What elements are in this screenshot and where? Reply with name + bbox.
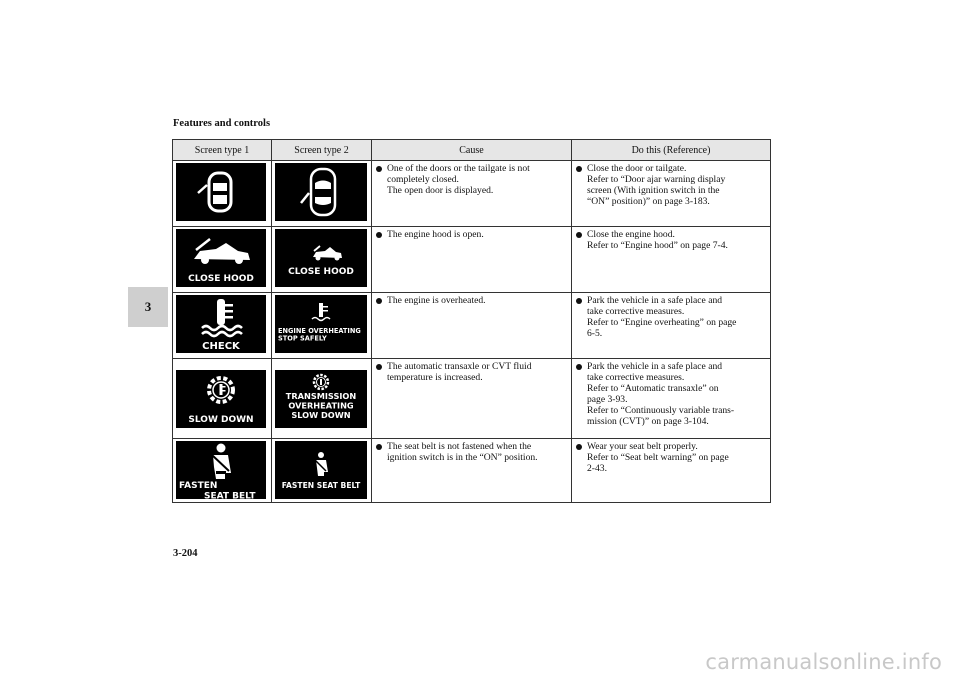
screen-type-2-cell: [272, 293, 372, 359]
bullet-icon: [576, 298, 582, 304]
table-row: [173, 227, 771, 293]
bullet-icon: [376, 232, 382, 238]
screen-label: [288, 267, 354, 277]
screen-type-2-cell: [272, 439, 372, 503]
transmission-temperature-icon: [275, 370, 367, 428]
action-cell: [572, 439, 771, 503]
seat-belt-icon: [275, 441, 367, 499]
bullet-icon: [376, 298, 382, 304]
action-text: Close the engine hood. Refer to “Engine hood” on page 7-4.: [587, 229, 728, 251]
column-header-screen-type-1: Screen type 1: [173, 140, 272, 161]
screen-label: [188, 274, 254, 284]
action-cell: [572, 359, 771, 439]
bullet-icon: [376, 166, 382, 172]
engine-temperature-icon: [275, 295, 367, 353]
chapter-tab: [128, 287, 168, 327]
action-text: Park the vehicle in a safe place and take corrective measures. Refer to “Engine overheating” on page 6-5.: [587, 295, 737, 339]
screen-label: [179, 481, 256, 499]
screen-label-line: FASTEN: [179, 481, 218, 491]
screen-label: [202, 341, 241, 352]
watermark: carmanualsonline.info: [705, 650, 942, 674]
hood-open-icon: [176, 229, 266, 287]
screen-label-line: SLOW DOWN: [291, 409, 351, 420]
screen-type-1-cell: [173, 227, 272, 293]
screen-type-1-cell: [173, 293, 272, 359]
door-ajar-icon: [176, 163, 266, 221]
table-row: [173, 439, 771, 503]
screen-type-2-cell: [272, 227, 372, 293]
screen-type-1-cell: [173, 359, 272, 439]
screen-type-2-cell: [272, 161, 372, 227]
screen-type-2-cell: [272, 359, 372, 439]
cause-cell: [372, 227, 572, 293]
page-number: 3-204: [173, 548, 198, 559]
seat-belt-icon: [176, 441, 266, 499]
screen-label-line: TRANSMISSION: [285, 390, 357, 401]
cause-cell: [372, 161, 572, 227]
screen-label: [282, 481, 361, 490]
transmission-temperature-icon: [176, 370, 266, 428]
bullet-icon: [376, 364, 382, 370]
column-header-screen-type-2: Screen type 2: [272, 140, 372, 161]
chapter-number: 3: [144, 299, 152, 314]
cause-text: The engine hood is open.: [387, 229, 484, 240]
bullet-icon: [576, 364, 582, 370]
action-text: Close the door or tailgate. Refer to “Door ajar warning display screen (With ignition switch in the “ON” position)” on page 3-183.: [587, 163, 726, 207]
screen-type-1-cell: [173, 161, 272, 227]
column-header-action: Do this (Reference): [572, 140, 771, 161]
screen-label-line: OVERHEATING: [288, 399, 354, 410]
screen-label-line: STOP SAFELY: [278, 334, 327, 343]
cause-cell: [372, 439, 572, 503]
cause-cell: [372, 359, 572, 439]
cause-text: The engine is overheated.: [387, 295, 486, 306]
hood-open-icon: [275, 229, 367, 287]
table-header-row: [173, 140, 771, 161]
screen-label: [278, 327, 361, 343]
section-title: Features and controls: [173, 118, 271, 129]
bullet-icon: [576, 444, 582, 450]
warning-display-table: [172, 139, 771, 503]
cause-text: The automatic transaxle or CVT fluid temperature is increased.: [387, 361, 532, 383]
screen-label-line: SLOW DOWN: [188, 414, 254, 425]
cause-text: One of the doors or the tailgate is not completely closed. The open door is displayed.: [387, 163, 530, 196]
screen-label-line: CLOSE HOOD: [288, 267, 354, 277]
screen-label: [286, 391, 357, 420]
action-text: Wear your seat belt properly. Refer to “Seat belt warning” on page 2-43.: [587, 441, 729, 474]
column-header-cause: Cause: [372, 140, 572, 161]
screen-label: [188, 415, 253, 425]
screen-label-line: SEAT BELT: [204, 491, 256, 499]
table-row: [173, 359, 771, 439]
screen-label-line: FASTEN SEAT BELT: [281, 481, 361, 490]
action-text: Park the vehicle in a safe place and take corrective measures. Refer to “Automatic transaxle” on page 3-93. Refer to “Continuously variable trans- mission (CVT)” on page 3-104.: [587, 361, 735, 427]
screen-label-line: ENGINE OVERHEATING: [278, 327, 361, 335]
bullet-icon: [576, 166, 582, 172]
table-row: [173, 293, 771, 359]
door-ajar-icon: [275, 163, 367, 221]
bullet-icon: [376, 444, 382, 450]
table-row: [173, 161, 771, 227]
screen-label-line: CHECK: [202, 341, 240, 352]
action-cell: [572, 161, 771, 227]
screen-type-1-cell: [173, 439, 272, 503]
bullet-icon: [576, 232, 582, 238]
action-cell: [572, 227, 771, 293]
screen-label-line: CLOSE HOOD: [188, 274, 254, 284]
action-cell: [572, 293, 771, 359]
cause-text: The seat belt is not fastened when the ignition switch is in the “ON” position.: [387, 441, 538, 463]
engine-temperature-icon: [176, 295, 266, 353]
cause-cell: [372, 293, 572, 359]
